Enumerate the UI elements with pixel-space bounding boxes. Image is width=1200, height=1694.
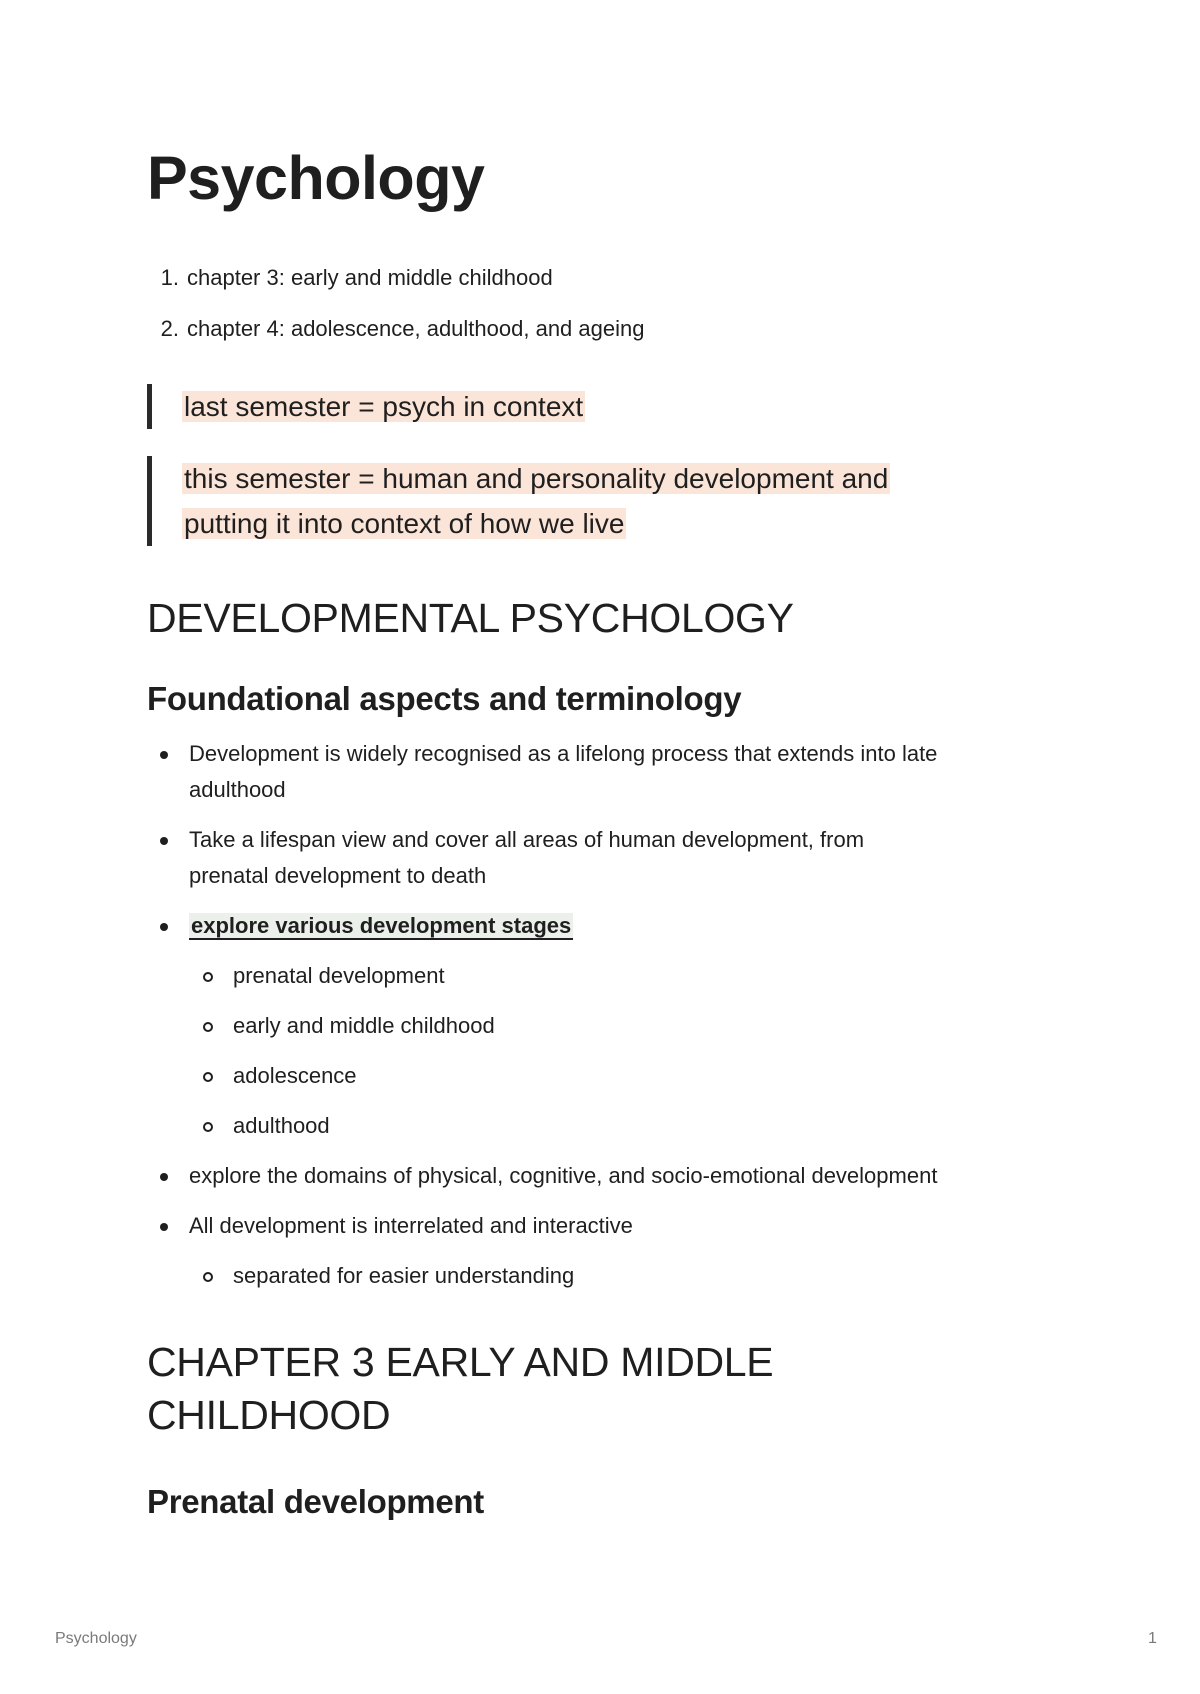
sub-list-item: early and middle childhood	[147, 1008, 1067, 1044]
heading-line: CHILDHOOD	[147, 1392, 391, 1439]
list-item	[147, 736, 1067, 808]
list-item-text: chapter 3: early and middle childhood	[187, 265, 553, 290]
footer-title: Psychology	[55, 1630, 137, 1647]
section-heading	[147, 1336, 773, 1443]
sub-list-item: separated for easier understanding	[147, 1258, 1067, 1294]
quote-last-semester	[147, 384, 585, 429]
page-number: 1	[1148, 1630, 1157, 1647]
list-item-text: prenatal development to death	[189, 863, 487, 888]
subsection-heading: Prenatal development	[147, 1483, 484, 1520]
list-item-text: chapter 4: adolescence, adulthood, and ageing	[187, 316, 645, 341]
list-item-text: Development is widely recognised as a lifelong process that extends into late	[189, 741, 938, 766]
list-number: 1.	[160, 265, 179, 290]
highlighted-text: putting it into context of how we live	[184, 508, 625, 539]
page-title: Psychology	[147, 144, 485, 212]
sub-list-item: prenatal development	[147, 958, 1067, 994]
list-item	[147, 315, 644, 366]
contents-list	[147, 264, 644, 366]
heading-line: CHAPTER 3 EARLY AND MIDDLE	[147, 1339, 774, 1385]
list-item-text: Take a lifespan view and cover all areas of human development, from	[189, 827, 865, 852]
sub-list-item: adolescence	[147, 1058, 1067, 1094]
list-number: 2.	[160, 316, 179, 341]
highlighted-bold-text: explore various development stages	[191, 913, 572, 938]
sub-list-item: adulthood	[147, 1108, 1067, 1144]
section-heading: DEVELOPMENTAL PSYCHOLOGY	[147, 595, 794, 641]
list-item: explore the domains of physical, cognitive, and socio-emotional development	[147, 1158, 1067, 1194]
quote-this-semester	[147, 456, 890, 546]
highlighted-text: this semester = human and personality development and	[184, 463, 889, 494]
list-item	[147, 264, 644, 315]
list-item	[147, 908, 1067, 944]
bullet-list	[147, 736, 1067, 1308]
list-item	[147, 822, 1067, 894]
list-item: All development is interrelated and interactive	[147, 1208, 1067, 1244]
subsection-heading: Foundational aspects and terminology	[147, 680, 742, 717]
list-item-text: adulthood	[189, 777, 286, 802]
highlighted-text: last semester = psych in context	[184, 391, 584, 422]
